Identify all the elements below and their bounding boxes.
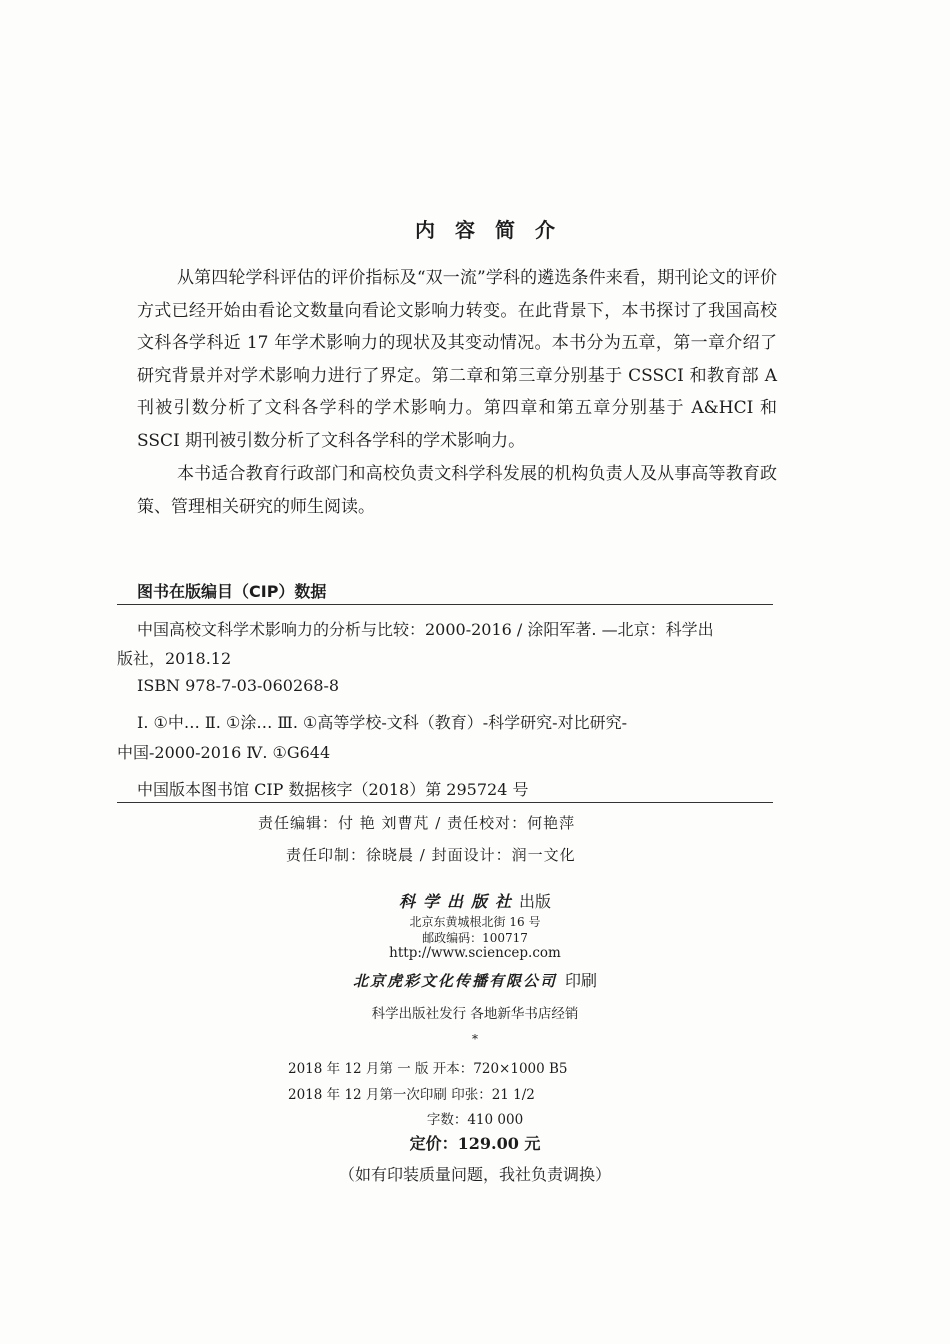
- cip-class-line-2: 中国-2000-2016 Ⅳ. ①G644: [117, 743, 331, 762]
- cip-heading: 图书在版编目（CIP）数据: [137, 582, 327, 601]
- intro-section: [137, 262, 777, 523]
- cip-top-rule: [117, 604, 773, 605]
- cip-isbn: ISBN 978-7-03-060268-8: [137, 676, 340, 695]
- cip-bottom-rule: [117, 802, 773, 803]
- cip-class-line-1: Ⅰ. ①中… Ⅱ. ①涂… Ⅲ. ①高等学校-文科（教育）-科学研究-对比研究-: [137, 713, 627, 732]
- printing-line: 2018 年 12 月第一次印刷 印张：21 1/2: [288, 1087, 535, 1103]
- publisher-name-line: [0, 889, 950, 912]
- cip-entry-line-1: 中国高校文科学术影响力的分析与比较：2000-2016 / 涂阳军著. —北京：科学出: [137, 620, 714, 639]
- publisher-name: 科学出版社: [398, 892, 519, 911]
- publisher-name-suffix: 出版: [519, 892, 552, 911]
- cip-entry-line-2: 版社，2018.12: [117, 649, 232, 668]
- quality-notice: （如有印装质量问题，我社负责调换）: [338, 1165, 611, 1184]
- staff-line-2: 责任印制：徐晓晨 / 封面设计：润一文化: [286, 846, 576, 864]
- intro-paragraph-2: 本书适合教育行政部门和高校负责文科学科发展的机构负责人及从事高等教育政策、管理相关研究的师生阅读。: [137, 464, 777, 517]
- publisher-address: 北京东黄城根北街 16 号: [409, 915, 541, 929]
- printer-suffix: 印刷: [565, 971, 598, 990]
- publisher-postcode: 邮政编码：100717: [422, 931, 528, 945]
- publisher-url: http://www.sciencep.com: [389, 945, 561, 961]
- separator-star: *: [472, 1032, 478, 1046]
- staff-line-1: 责任编辑：付 艳 刘曹芃 / 责任校对：何艳萍: [258, 814, 576, 832]
- intro-paragraph-1: 从第四轮学科评估的评价指标及“双一流”学科的遴选条件来看，期刊论文的评价方式已经开始由看论文数量向看论文影响力转变。在此背景下，本书探讨了我国高校文科各学科近 17 年学术影响力的现状及其变动情况。本书分为五章，第一章介绍了研究背景并对学术影响力进行了界定。第二章和第三章分别基于 CSSCI 和教育部 A 刊被引数分析了文科各学科的学术影响力。第四章和第五章分别基于 A&HCI 和 SSCI 期刊被引数分析了文科各学科的学术影响力。: [137, 268, 777, 451]
- printer-line: [0, 968, 950, 991]
- distribution-line: 科学出版社发行 各地新华书店经销: [371, 1006, 579, 1022]
- printer-name: 北京虎彩文化传播有限公司: [352, 972, 557, 990]
- wordcount-line: 字数：410 000: [426, 1112, 524, 1128]
- price-line: 定价：129.00 元: [409, 1134, 541, 1153]
- page-title: 内容简介: [415, 218, 575, 242]
- cip-verify-number: 中国版本图书馆 CIP 数据核字（2018）第 295724 号: [137, 780, 529, 799]
- edition-line: 2018 年 12 月第 一 版 开本：720×1000 B5: [288, 1061, 568, 1077]
